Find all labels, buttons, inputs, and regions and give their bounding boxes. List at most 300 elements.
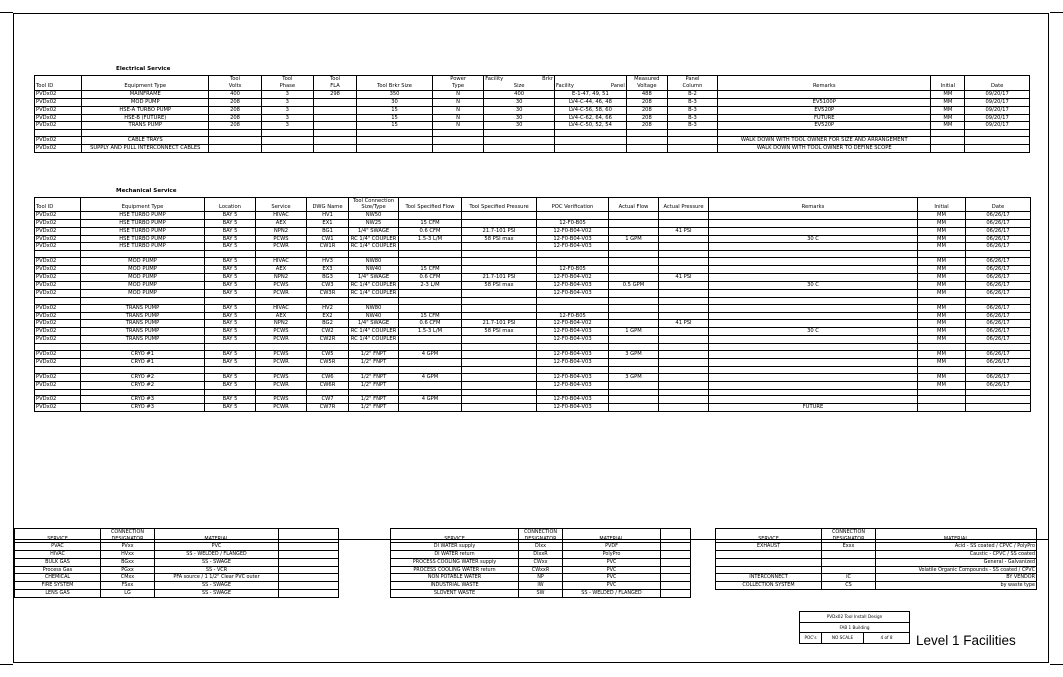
table-cell — [626, 130, 667, 137]
table-cell — [537, 366, 609, 373]
table-cell — [966, 389, 1031, 396]
table-cell — [81, 251, 205, 258]
table-cell: PVDx02 — [35, 358, 81, 366]
legend-cell — [279, 574, 339, 582]
table-cell — [609, 336, 659, 344]
table-cell: HSE TURBO PUMP — [81, 243, 205, 251]
header-initial: Initial — [931, 76, 965, 91]
table-cell: 06/26/17 — [966, 373, 1031, 381]
header-tool-id: Tool ID — [35, 198, 81, 212]
legend-header-designator: CONNECTION DESIGNATOR — [519, 529, 563, 543]
table-cell: 12-F0-B04-V03 — [537, 289, 609, 297]
table-row — [35, 373, 1031, 381]
legend-cell: SS - SWAGE — [155, 582, 279, 590]
legend-cell — [822, 558, 876, 566]
table-cell — [462, 389, 537, 396]
table-cell: N — [432, 106, 483, 114]
table-cell — [659, 389, 709, 396]
table-cell — [659, 396, 709, 404]
table-cell: 12-F0-B04-V03 — [537, 243, 609, 251]
table-row — [35, 328, 1031, 336]
legend-cell: INDUSTRIAL WASTE — [391, 582, 519, 590]
table-cell — [659, 297, 709, 304]
table-cell — [931, 130, 965, 137]
legend-cell: DI WATER supply — [391, 543, 519, 551]
building-name: FAB 1 Building — [800, 622, 910, 633]
table-cell — [399, 211, 462, 219]
table-cell: PVDx02 — [35, 90, 82, 98]
legend-cell: FIRE SYSTEM — [15, 582, 101, 590]
table-cell: N — [432, 122, 483, 130]
table-cell: 4 GPM — [399, 396, 462, 404]
table-cell: 208 — [626, 122, 667, 130]
table-cell: BAY 5 — [205, 336, 256, 344]
table-cell: BAY 5 — [205, 211, 256, 219]
table-cell: 09/20/17 — [965, 122, 1030, 130]
table-cell — [462, 251, 537, 258]
table-cell — [484, 130, 555, 137]
table-cell: 12-F0-B05 — [537, 219, 609, 227]
table-cell — [537, 389, 609, 396]
table-cell — [609, 211, 659, 219]
table-cell: PCWS — [256, 351, 307, 359]
table-row — [35, 351, 1031, 359]
table-cell — [659, 251, 709, 258]
table-cell — [261, 130, 313, 137]
header-actual-pressure: Actual Pressure — [659, 198, 709, 212]
table-cell — [965, 137, 1030, 145]
table-cell — [399, 243, 462, 251]
legend-cell: BULK GAS — [15, 558, 101, 566]
table-cell: TRANS PUMP — [82, 122, 209, 130]
table-cell: BAY 5 — [205, 373, 256, 381]
table-cell — [609, 304, 659, 312]
table-cell — [256, 389, 307, 396]
table-cell: 15 — [357, 106, 433, 114]
table-cell — [709, 289, 918, 297]
table-cell — [918, 366, 966, 373]
table-cell — [537, 297, 609, 304]
header-connection-size: Tool Connection Size/Type — [349, 198, 399, 212]
table-cell: MM — [931, 90, 965, 98]
legend-cell: INTERCONNECT — [716, 574, 822, 582]
table-cell: MM — [918, 219, 966, 227]
table-cell — [918, 344, 966, 351]
table-row — [35, 366, 1031, 373]
table-cell: LV4-C-62, 64, 66 — [555, 114, 627, 122]
table-cell: CW6 — [307, 373, 349, 381]
legend-cell — [279, 589, 339, 597]
legend-row — [15, 558, 339, 566]
table-cell: BAY 5 — [205, 243, 256, 251]
table-row — [35, 211, 1031, 219]
header-tool-phase: Tool Phase — [261, 76, 313, 91]
table-cell — [659, 381, 709, 389]
table-cell: BAY 5 — [205, 304, 256, 312]
legend-cell: FSxx — [101, 582, 155, 590]
table-cell: 208 — [626, 98, 667, 106]
table-cell: HV2 — [307, 304, 349, 312]
table-cell — [609, 320, 659, 328]
table-cell: B-3 — [667, 98, 717, 106]
table-cell: HSE TURBO PUMP — [81, 211, 205, 219]
table-cell: CW5R — [307, 358, 349, 366]
legend-cell: PVAC — [15, 543, 101, 551]
table-cell — [399, 304, 462, 312]
table-cell — [709, 297, 918, 304]
table-cell: 41 PSI — [659, 227, 709, 235]
table-cell — [609, 344, 659, 351]
table-row — [35, 312, 1031, 320]
legend-cell: SS - VCR — [155, 566, 279, 574]
table-cell: MOD PUMP — [81, 274, 205, 282]
legend-cell: HIVAC — [15, 550, 101, 558]
table-cell — [399, 344, 462, 351]
table-cell — [462, 344, 537, 351]
table-cell — [966, 366, 1031, 373]
legend-cell: PVC — [563, 574, 661, 582]
table-cell: PVDx02 — [35, 274, 81, 282]
table-row — [35, 320, 1031, 328]
table-cell — [709, 366, 918, 373]
legend-cell: PVxx — [101, 543, 155, 551]
table-cell — [432, 145, 483, 153]
legend-cell — [661, 558, 691, 566]
table-cell — [966, 396, 1031, 404]
legend-row — [716, 558, 1037, 566]
table-cell — [256, 344, 307, 351]
table-cell: TRANS PUMP — [81, 304, 205, 312]
legend-cell — [279, 543, 339, 551]
table-row — [35, 90, 1030, 98]
table-cell — [659, 211, 709, 219]
table-cell: 400 — [484, 90, 555, 98]
legend-cell: by waste type — [876, 582, 1037, 590]
table-cell: BAY 5 — [205, 320, 256, 328]
table-cell: 06/26/17 — [966, 320, 1031, 328]
table-cell: 30 C — [709, 328, 918, 336]
table-cell — [555, 137, 627, 145]
table-cell — [709, 304, 918, 312]
table-cell — [659, 358, 709, 366]
table-cell: BAY 5 — [205, 351, 256, 359]
table-cell: RC 1/4" COUPLER — [349, 281, 399, 289]
table-cell: 3 GPM — [609, 351, 659, 359]
legend-header-material: MATERIAL — [876, 529, 1037, 543]
table-cell — [537, 211, 609, 219]
legend-table-right — [715, 528, 1037, 590]
legend-cell: SS - SWAGE — [155, 558, 279, 566]
table-cell: 06/26/17 — [966, 274, 1031, 282]
legend-header-service: SERVICE — [15, 529, 101, 543]
table-cell: MM — [918, 227, 966, 235]
table-cell — [626, 137, 667, 145]
legend-cell: DIxxR — [519, 550, 563, 558]
table-cell: EV520P — [718, 122, 931, 130]
table-cell: 58 PSI max — [462, 328, 537, 336]
table-cell: PVDx02 — [35, 258, 81, 266]
table-row — [35, 130, 1030, 137]
table-cell: HIVAC — [256, 258, 307, 266]
table-cell — [609, 258, 659, 266]
table-cell — [256, 366, 307, 373]
table-cell — [667, 145, 717, 153]
table-cell — [918, 389, 966, 396]
table-row — [35, 358, 1031, 366]
legend-row — [391, 566, 691, 574]
table-cell — [609, 358, 659, 366]
table-cell: MM — [918, 312, 966, 320]
sheet-edge-mark — [1050, 12, 1063, 13]
legend-cell: CWxx — [519, 558, 563, 566]
table-cell: CW3R — [307, 289, 349, 297]
table-cell — [399, 289, 462, 297]
table-cell: LV4-C-56, 58, 60 — [555, 106, 627, 114]
legend-row — [391, 558, 691, 566]
table-cell: PVDx02 — [35, 328, 81, 336]
legend-table-middle — [390, 528, 691, 598]
table-cell — [82, 130, 209, 137]
table-cell — [209, 130, 261, 137]
title-block — [799, 611, 910, 644]
table-cell — [918, 404, 966, 412]
table-cell: 21.7-101 PSI — [462, 227, 537, 235]
table-cell — [709, 258, 918, 266]
table-cell: 06/26/17 — [966, 289, 1031, 297]
table-cell — [462, 358, 537, 366]
electrical-table — [34, 75, 1030, 153]
table-cell: 12-F0-B04-V02 — [537, 274, 609, 282]
table-cell — [609, 266, 659, 274]
table-cell: CABLE TRAYS — [82, 137, 209, 145]
table-cell: FUTURE — [709, 404, 918, 412]
table-cell: MOD PUMP — [82, 98, 209, 106]
table-cell: PVDx02 — [35, 98, 82, 106]
table-cell: CW7 — [307, 396, 349, 404]
table-cell: PCWS — [256, 328, 307, 336]
table-cell: 30 C — [709, 235, 918, 243]
table-cell: 41 PSI — [659, 274, 709, 282]
table-cell: B-3 — [667, 122, 717, 130]
legend-cell: PGxx — [101, 566, 155, 574]
table-cell — [209, 137, 261, 145]
table-cell: 12-F0-B04-V03 — [537, 381, 609, 389]
table-row — [35, 404, 1031, 412]
table-cell: 06/26/17 — [966, 336, 1031, 344]
table-cell: 12-F0-B04-V03 — [537, 235, 609, 243]
table-cell: 208 — [626, 106, 667, 114]
table-cell — [537, 304, 609, 312]
table-cell — [349, 389, 399, 396]
table-cell — [484, 137, 555, 145]
legend-row — [391, 543, 691, 551]
legend-cell: PROCESS COOLING WATER supply — [391, 558, 519, 566]
table-cell: BAY 5 — [205, 258, 256, 266]
table-cell: MM — [918, 243, 966, 251]
electrical-title: Electrical Service — [116, 66, 171, 72]
table-cell — [35, 251, 81, 258]
table-cell: MM — [918, 336, 966, 344]
table-cell — [659, 328, 709, 336]
table-cell — [357, 145, 433, 153]
table-cell: 06/26/17 — [966, 211, 1031, 219]
table-cell — [537, 258, 609, 266]
table-row — [35, 243, 1031, 251]
table-cell: PCWR — [256, 243, 307, 251]
table-cell — [256, 251, 307, 258]
table-cell: HSE-B (FUTURE) — [82, 114, 209, 122]
legend-cell — [822, 566, 876, 574]
table-row — [35, 145, 1030, 153]
legend-cell: IC — [822, 574, 876, 582]
table-cell: PVDx02 — [35, 122, 82, 130]
table-cell — [659, 289, 709, 297]
table-cell — [709, 243, 918, 251]
table-row — [35, 106, 1030, 114]
table-cell: HSE TURBO PUMP — [81, 235, 205, 243]
table-cell: TRANS PUMP — [81, 312, 205, 320]
table-cell — [81, 366, 205, 373]
table-cell — [307, 366, 349, 373]
legend-cell: General - Galvanized — [876, 558, 1037, 566]
table-cell — [81, 389, 205, 396]
table-cell: LV4-C-50, 52, 54 — [555, 122, 627, 130]
legend-row — [716, 543, 1037, 551]
header-spec-flow: Tool Specified Flow — [399, 198, 462, 212]
table-cell: PVDx02 — [35, 106, 82, 114]
legend-cell: SS - SWAGE — [155, 589, 279, 597]
legend-cell: NON POTABLE WATER — [391, 574, 519, 582]
table-cell — [261, 137, 313, 145]
table-cell: MM — [918, 373, 966, 381]
legend-cell — [716, 566, 822, 574]
table-cell: 12-F0-B04-V03 — [537, 351, 609, 359]
table-cell — [609, 389, 659, 396]
header-power-type: Power Type — [432, 76, 483, 91]
legend-cell: DIxx — [519, 543, 563, 551]
table-row — [35, 137, 1030, 145]
table-cell: 06/26/17 — [966, 243, 1031, 251]
table-cell: PCWR — [256, 404, 307, 412]
table-cell: RC 1/4" COUPLER — [349, 336, 399, 344]
table-cell: 3 GPM — [609, 373, 659, 381]
table-cell — [462, 258, 537, 266]
legend-cell — [661, 550, 691, 558]
legend-cell: BGxx — [101, 558, 155, 566]
legend-cell: SS - WELDED / FLANGED — [563, 589, 661, 597]
table-cell: MM — [918, 289, 966, 297]
table-cell — [432, 137, 483, 145]
table-cell: HV3 — [307, 258, 349, 266]
table-cell: CW3 — [307, 281, 349, 289]
table-cell — [609, 227, 659, 235]
table-cell — [399, 358, 462, 366]
legend-table-left — [14, 528, 339, 598]
table-cell: 4 GPM — [399, 351, 462, 359]
table-cell: 3 — [261, 122, 313, 130]
table-cell: PCWR — [256, 358, 307, 366]
table-cell: 3 — [261, 90, 313, 98]
table-cell: AEX — [256, 266, 307, 274]
table-cell: PVDx02 — [35, 336, 81, 344]
table-cell: MM — [918, 266, 966, 274]
legend-cell — [661, 582, 691, 590]
table-cell — [205, 297, 256, 304]
header-service: Service — [256, 198, 307, 212]
table-cell: 15 CFM — [399, 266, 462, 274]
table-row — [35, 122, 1030, 130]
table-cell: MOD PUMP — [81, 266, 205, 274]
table-cell: 1/4" SWAGE — [349, 227, 399, 235]
table-cell: WALK DOWN WITH TOOL OWNER FOR SIZE AND ARRANGEMENT — [718, 137, 931, 145]
table-cell — [659, 304, 709, 312]
table-cell — [462, 211, 537, 219]
table-cell: 15 CFM — [399, 312, 462, 320]
header-tool-fla: Tool FLA — [313, 76, 356, 91]
table-cell — [709, 336, 918, 344]
table-cell: MM — [918, 320, 966, 328]
table-cell: HSE TURBO PUMP — [81, 227, 205, 235]
table-row — [35, 266, 1031, 274]
table-cell — [966, 251, 1031, 258]
legend-cell: PolyPro — [563, 550, 661, 558]
table-cell: 21.7-101 PSI — [462, 320, 537, 328]
header-remarks: Remarks — [709, 198, 918, 212]
table-cell: 1 GPM — [609, 328, 659, 336]
table-cell — [399, 336, 462, 344]
table-cell — [205, 366, 256, 373]
legend-cell: Process Gas — [15, 566, 101, 574]
table-cell: BG1 — [307, 227, 349, 235]
table-cell — [399, 381, 462, 389]
table-cell — [462, 366, 537, 373]
table-cell — [81, 344, 205, 351]
table-cell: MM — [918, 328, 966, 336]
table-cell: BAY 5 — [205, 227, 256, 235]
table-cell: MOD PUMP — [81, 281, 205, 289]
table-cell: MM — [918, 274, 966, 282]
table-cell: PVDx02 — [35, 381, 81, 389]
table-cell: NW80 — [349, 304, 399, 312]
legend-row — [391, 582, 691, 590]
table-cell: NW25 — [349, 219, 399, 227]
legend-header-service: SERVICE — [391, 529, 519, 543]
table-cell — [537, 344, 609, 351]
table-cell: 1/4" SWAGE — [349, 274, 399, 282]
table-cell: BAY 5 — [205, 404, 256, 412]
table-cell — [205, 251, 256, 258]
table-cell: 12-F0-B05 — [537, 266, 609, 274]
legend-cell — [661, 589, 691, 597]
table-cell — [609, 297, 659, 304]
table-cell — [659, 312, 709, 320]
table-cell — [349, 344, 399, 351]
table-cell: MM — [931, 98, 965, 106]
legend-row — [716, 566, 1037, 574]
sheet-edge-mark — [0, 664, 13, 665]
table-cell: PVDx02 — [35, 114, 82, 122]
table-cell: FUTURE — [718, 114, 931, 122]
table-cell: 09/20/17 — [965, 114, 1030, 122]
table-cell — [307, 297, 349, 304]
table-cell — [462, 243, 537, 251]
legend-cell — [716, 550, 822, 558]
header-facility-brkr-size: Facility Brkr Size — [485, 76, 554, 89]
table-cell — [209, 145, 261, 153]
table-cell — [484, 145, 555, 153]
table-cell: RC 1/4" COUPLER — [349, 243, 399, 251]
table-cell: B-2 — [667, 90, 717, 98]
